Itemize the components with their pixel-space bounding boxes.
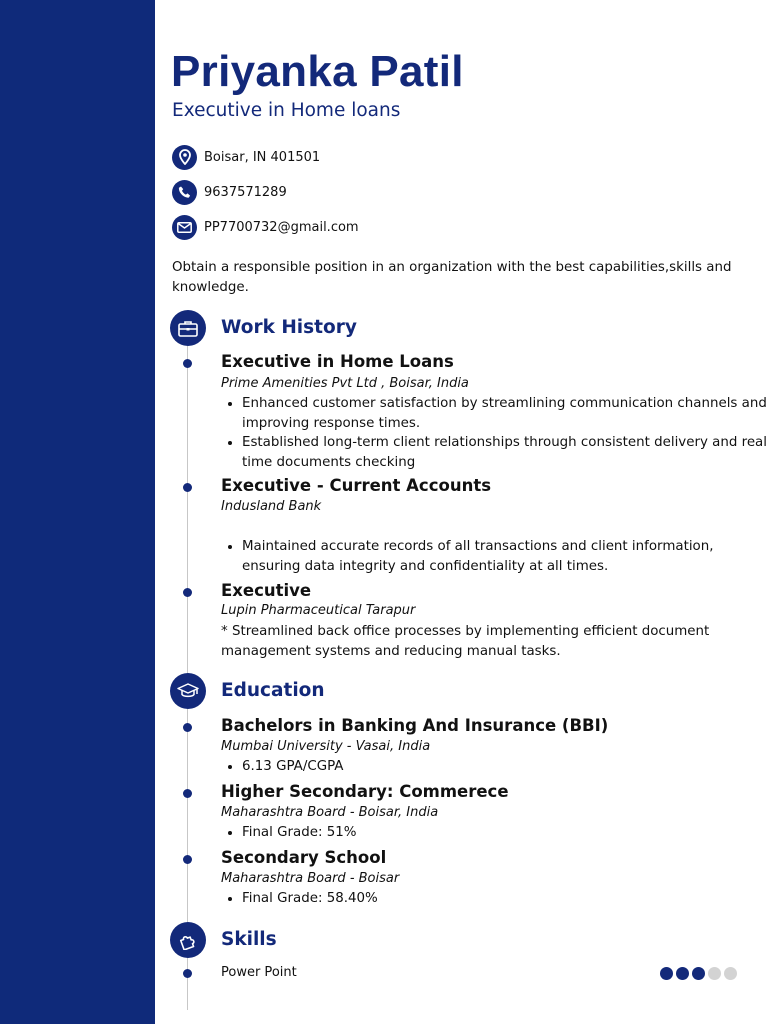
job-title: Executive xyxy=(221,581,312,600)
resume-title: Executive in Home loans xyxy=(172,100,401,121)
rating-dot-filled xyxy=(676,967,689,980)
section-title-skills: Skills xyxy=(221,929,277,950)
location-text: Boisar, IN 401501 xyxy=(204,149,321,165)
education-bullets xyxy=(221,823,768,843)
rating-dot-empty xyxy=(708,967,721,980)
education-org: Maharashtra Board - Boisar, India xyxy=(221,805,439,820)
list-item: • Final Grade: 58.40% xyxy=(242,889,768,909)
resume-name: Priyanka Patil xyxy=(171,47,464,96)
contact-email xyxy=(172,214,359,240)
education-title: Bachelors in Banking And Insurance (BBI) xyxy=(221,716,609,735)
timeline-dot xyxy=(183,359,192,368)
job-title: Executive - Current Accounts xyxy=(221,476,492,495)
timeline-dot xyxy=(183,588,192,597)
education-title: Secondary School xyxy=(221,848,387,867)
contact-location xyxy=(172,144,320,170)
job-title: Executive in Home Loans xyxy=(221,352,454,371)
skill-name: Power Point xyxy=(221,965,297,980)
job-org: Prime Amenities Pvt Ltd , Boisar, India xyxy=(221,376,469,391)
rating-dot-filled xyxy=(692,967,705,980)
timeline-dot xyxy=(183,855,192,864)
list-item: • Maintained accurate records of all transactions and client information, ensuring data integrity and confidentiality at all times. xyxy=(242,537,768,576)
timeline-dot xyxy=(183,969,192,978)
contact-phone xyxy=(172,179,287,205)
map-pin-icon xyxy=(172,145,197,170)
job-description: * Streamlined back office processes by implementing efficient document management systems and reducing manual tasks. xyxy=(221,624,710,659)
briefcase-icon xyxy=(170,310,206,346)
rating-dot-filled xyxy=(660,967,673,980)
list-item: • Established long-term client relationships through consistent delivery and real time documents checking xyxy=(242,433,768,472)
education-org: Maharashtra Board - Boisar xyxy=(221,871,400,886)
puzzle-icon xyxy=(170,922,206,958)
education-org: Mumbai University - Vasai, India xyxy=(221,739,431,754)
list-item: • Final Grade: 51% xyxy=(242,823,768,843)
sidebar xyxy=(0,0,155,1024)
education-title: Higher Secondary: Commerece xyxy=(221,782,509,801)
list-item: • 6.13 GPA/CGPA xyxy=(242,757,768,777)
section-title-work-history: Work History xyxy=(221,317,357,338)
education-bullets xyxy=(221,889,768,909)
rating-dot-empty xyxy=(724,967,737,980)
phone-link[interactable]: 9637571289 xyxy=(204,184,287,200)
email-link[interactable]: PP7700732@gmail.com xyxy=(204,219,359,235)
job-bullets xyxy=(221,537,768,576)
list-item: • Enhanced customer satisfaction by streamlining communication channels and improving response times. xyxy=(242,394,768,433)
section-title-education: Education xyxy=(221,680,325,701)
skill-rating xyxy=(660,967,737,980)
job-bullets xyxy=(221,394,768,472)
phone-icon xyxy=(172,180,197,205)
timeline-dot xyxy=(183,723,192,732)
job-org: Lupin Pharmaceutical Tarapur xyxy=(221,603,416,618)
timeline-dot xyxy=(183,483,192,492)
graduation-cap-icon xyxy=(170,673,206,709)
summary-text: Obtain a responsible position in an organization with the best capabilities,skills and knowledge. xyxy=(172,260,732,295)
envelope-icon xyxy=(172,215,197,240)
timeline-dot xyxy=(183,789,192,798)
job-org: Indusland Bank xyxy=(221,499,322,514)
education-bullets xyxy=(221,757,768,777)
